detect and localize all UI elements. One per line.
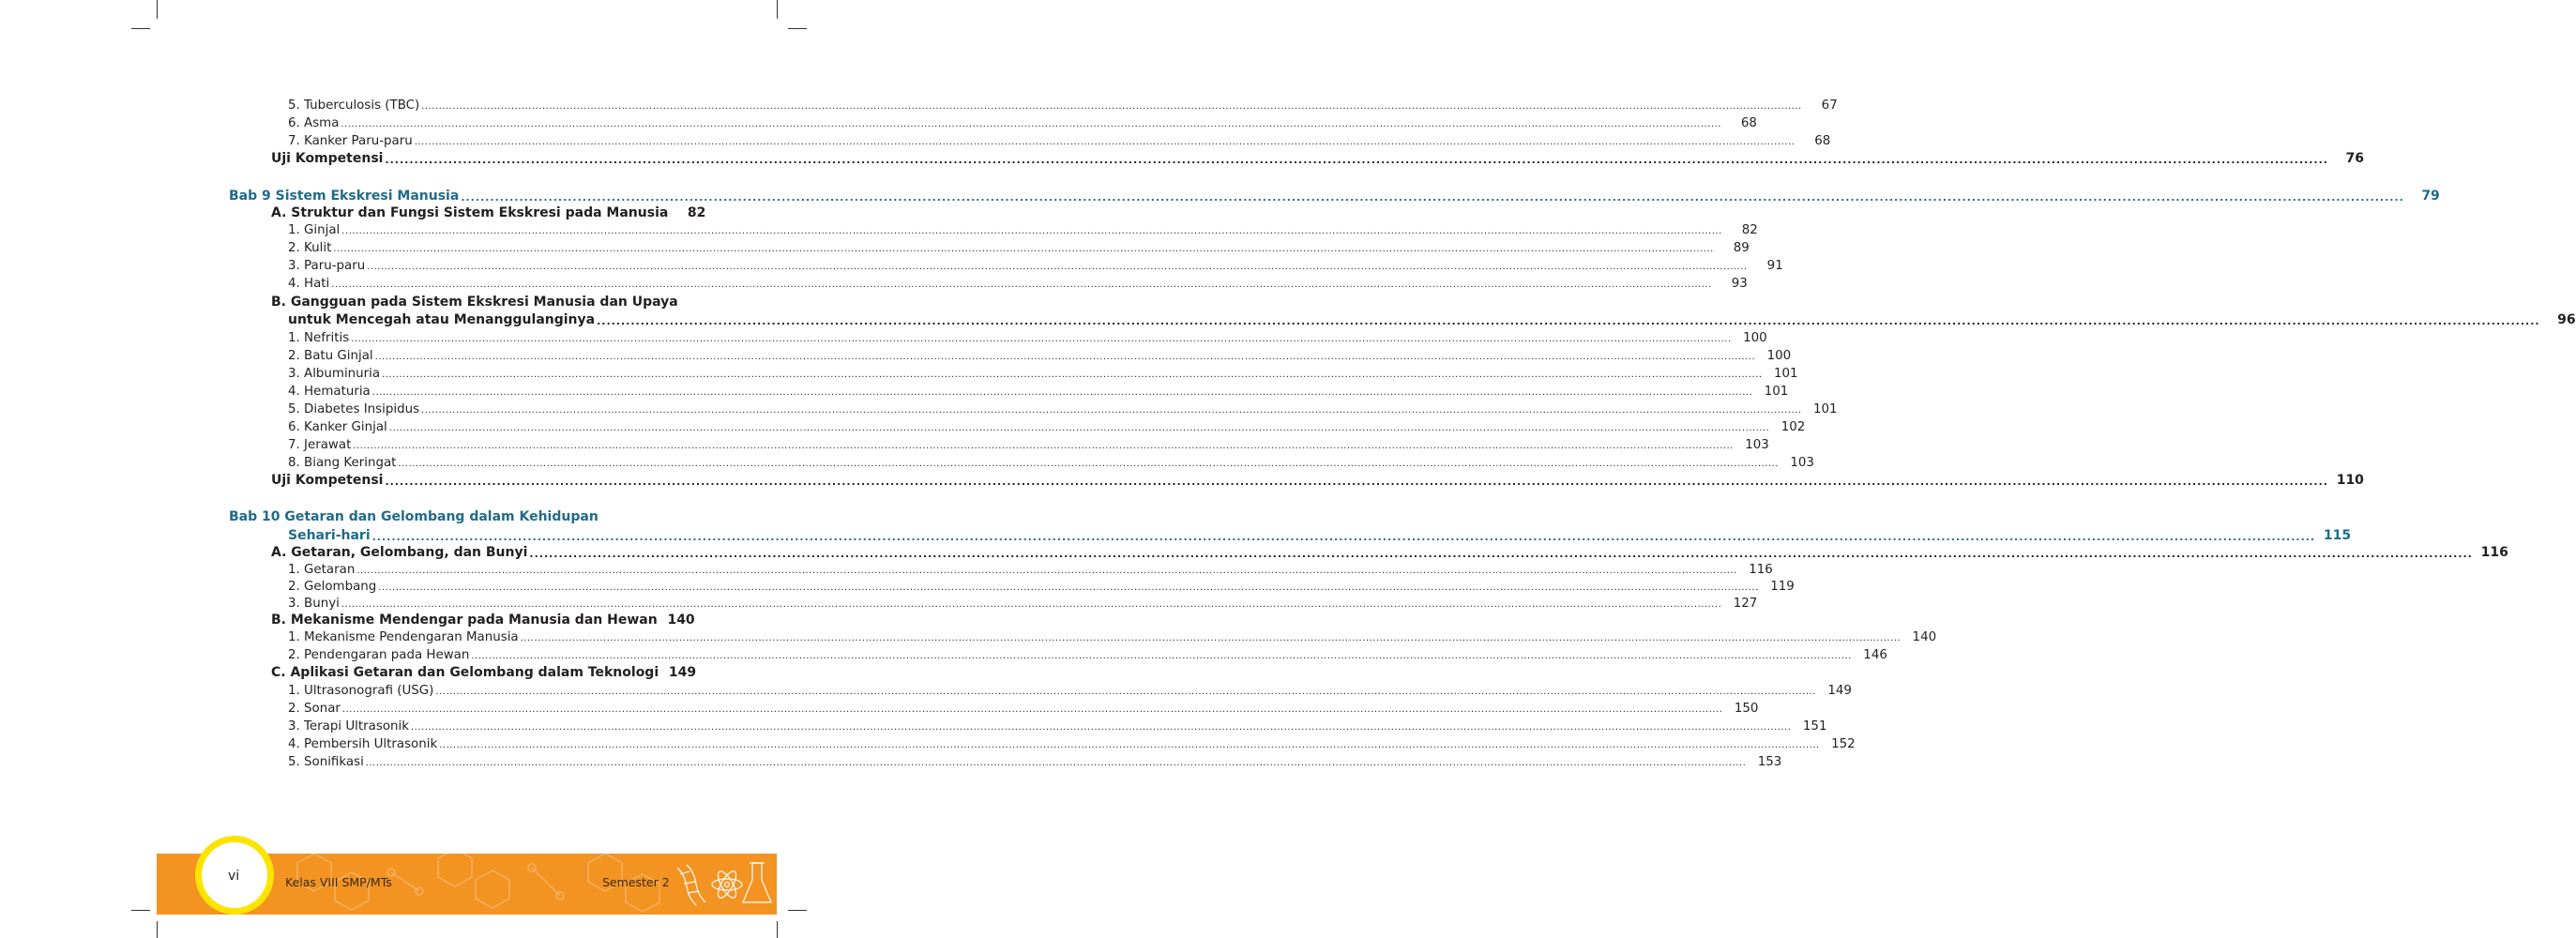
- crop-mark: [788, 910, 807, 911]
- toc-entry-label: Uji Kompetensi: [271, 151, 384, 166]
- toc-entry-page: 100: [1766, 349, 1792, 363]
- toc-entry-page: 150: [1734, 702, 1759, 716]
- toc-entry-page: 103: [1745, 438, 1769, 452]
- toc-leader-dots: ................................................................................................................................................................................................................................................................................................................................................................................................................: [388, 423, 1770, 433]
- toc-entry[interactable]: [288, 736, 1856, 752]
- toc-leader-dots: ................................................................................................................................................................................................................................................................................................................................................................................................................: [341, 226, 1722, 236]
- toc-entry[interactable]: [288, 276, 1748, 292]
- toc-leader-dots: ................................................................................................................................................................................................................................................................................................................................................................................................................: [382, 370, 1763, 380]
- toc-entry[interactable]: [288, 98, 1838, 113]
- toc-leader-dots: ................................................................................................................................................................................................................................................................................................................................................................................................................: [351, 334, 1732, 344]
- toc-entry[interactable]: [288, 419, 1806, 435]
- toc-entry-label: 6. Kanker Ginjal: [288, 420, 387, 434]
- toc-leader-dots: ................................................................................................................................................................................................................................................................................................................................................................................................................: [435, 687, 1816, 697]
- toc-leader-dots: ................................................................................................................................................................................................................................................................................................................................................................................................................: [471, 651, 1852, 661]
- toc-leader-dots: ................................................................................................................................................................................................................................................................................................................................................................................................................: [398, 459, 1779, 469]
- toc-entry[interactable]: [288, 647, 1887, 663]
- toc-entry[interactable]: [271, 151, 2364, 167]
- toc-entry-label: 1. Mekanisme Pendengaran Manusia: [288, 630, 519, 644]
- toc-entry[interactable]: [288, 579, 1795, 595]
- toc-entry-label: 3. Bunyi: [288, 597, 340, 611]
- toc-entry-page: 146: [1863, 648, 1887, 662]
- toc-entry-label: C. Aplikasi Getaran dan Gelombang dalam Teknologi: [271, 665, 659, 680]
- toc-entry-label: 1. Getaran: [288, 563, 356, 577]
- toc-entry-label: 5. Tuberculosis (TBC): [288, 98, 420, 113]
- toc-entry-label: Sehari-hari: [288, 528, 371, 543]
- toc-entry[interactable]: [271, 613, 695, 628]
- toc-entry-label: 2. Sonar: [288, 702, 341, 716]
- toc-entry[interactable]: [288, 701, 1759, 717]
- toc-entry-page: 152: [1831, 737, 1856, 751]
- toc-entry-label: 3. Paru-paru: [288, 259, 366, 273]
- toc-entry[interactable]: [271, 665, 697, 681]
- toc-entry-label: 2. Kulit: [288, 241, 332, 255]
- toc-entry[interactable]: [288, 437, 1769, 453]
- toc-entry[interactable]: [271, 295, 688, 310]
- toc-entry[interactable]: [288, 401, 1838, 417]
- toc-entry-label: 4. Pembersih Ultrasonik: [288, 737, 438, 751]
- toc-entry-label: 1. Ultrasonografi (USG): [288, 684, 434, 698]
- toc-entry-label: 1. Nefritis: [288, 331, 350, 345]
- toc-entry[interactable]: [288, 719, 1827, 734]
- toc-entry-label: untuk Mencegah atau Menanggulanginya: [288, 312, 596, 327]
- toc-entry-label: Uji Kompetensi: [271, 473, 384, 488]
- toc-entry[interactable]: [288, 528, 2352, 544]
- toc-leader-dots: ................................................................................................................................................................................................................................................................................................................................................................................................................: [414, 137, 1796, 147]
- toc-entry-label: 4. Hematuria: [288, 385, 371, 399]
- toc-entry-label: B. Mekanisme Mendengar pada Manusia dan Hewan: [271, 613, 658, 628]
- toc-entry[interactable]: [271, 205, 706, 221]
- toc-entry-label: 3. Albuminuria: [288, 367, 381, 381]
- toc-entry-label: Bab 10 Getaran dan Gelombang dalam Kehidupan: [229, 509, 599, 524]
- toc-entry-page: 149: [668, 665, 697, 680]
- toc-entry-page: 149: [1827, 684, 1852, 698]
- toc-entry-label: A. Struktur dan Fungsi Sistem Ekskresi pada Manusia: [271, 205, 669, 220]
- toc-leader-dots: ................................................................................................................................................................................................................................................................................................................................................................................................................: [520, 633, 1902, 643]
- toc-entry-page: 76: [2345, 151, 2364, 166]
- toc-entry-label: 5. Diabetes Insipidus: [288, 402, 420, 416]
- toc-entry[interactable]: [271, 545, 2508, 561]
- toc-entry-page: 96: [2557, 312, 2576, 327]
- toc-entry-page: 91: [1766, 259, 1783, 273]
- toc-entry[interactable]: [229, 189, 2440, 204]
- toc-entry-page: 116: [1749, 563, 1773, 577]
- toc-entry-label: 6. Asma: [288, 116, 340, 130]
- toc-entry-page: 101: [1812, 402, 1838, 416]
- toc-entry-page: 140: [667, 613, 695, 628]
- toc-entry-label: 2. Pendengaran pada Hewan: [288, 648, 470, 662]
- toc-leader-dots: ................................................................................................................................................................................................................................................................................................................................................................................................................: [461, 191, 2404, 204]
- toc-entry-page: 79: [2421, 189, 2440, 204]
- toc-entry-page: 110: [2336, 473, 2364, 488]
- toc-leader-dots: ................................................................................................................................................................................................................................................................................................................................................................................................................: [341, 119, 1721, 129]
- toc-leader-dots: ................................................................................................................................................................................................................................................................................................................................................................................................................: [365, 758, 1747, 768]
- toc-entry[interactable]: [288, 258, 1783, 274]
- toc-leader-dots: ................................................................................................................................................................................................................................................................................................................................................................................................................: [597, 315, 2540, 327]
- crop-mark: [788, 28, 807, 29]
- toc-leader-dots: ................................................................................................................................................................................................................................................................................................................................................................................................................: [341, 704, 1723, 715]
- toc-entry-page: 153: [1757, 755, 1782, 769]
- toc-leader-dots: ................................................................................................................................................................................................................................................................................................................................................................................................................: [421, 405, 1802, 416]
- toc-leader-dots: ................................................................................................................................................................................................................................................................................................................................................................................................................: [385, 154, 2328, 166]
- toc-entry-page: 115: [2323, 528, 2352, 543]
- toc-entry-page: 82: [687, 205, 706, 220]
- toc-entry[interactable]: [288, 133, 1831, 149]
- toc-entry[interactable]: [271, 473, 2364, 489]
- toc-entry[interactable]: [288, 348, 1792, 364]
- toc-entry-page: 67: [1821, 98, 1838, 113]
- toc-entry[interactable]: [229, 509, 688, 525]
- toc-entry-page: 151: [1802, 719, 1827, 734]
- toc-entry-label: B. Gangguan pada Sistem Ekskresi Manusia dan Upaya: [271, 295, 678, 310]
- toc-leader-dots: ................................................................................................................................................................................................................................................................................................................................................................................................................: [410, 722, 1792, 733]
- toc-leader-dots: ................................................................................................................................................................................................................................................................................................................................................................................................................: [371, 387, 1753, 398]
- toc-leader-dots: ................................................................................................................................................................................................................................................................................................................................................................................................................: [529, 548, 2473, 560]
- toc-leader-dots: ................................................................................................................................................................................................................................................................................................................................................................................................................: [421, 101, 1802, 112]
- toc-entry[interactable]: [288, 115, 1757, 131]
- toc-entry-label: 7. Jerawat: [288, 438, 352, 452]
- toc-entry-page: 116: [2480, 545, 2508, 560]
- toc-entry[interactable]: [288, 455, 1814, 471]
- toc-entry[interactable]: [288, 312, 2576, 328]
- toc-leader-dots: ................................................................................................................................................................................................................................................................................................................................................................................................................: [367, 262, 1748, 272]
- toc-entry-page: 68: [1814, 134, 1831, 148]
- class-label: Kelas VIII SMP/MTs: [285, 875, 392, 889]
- toc-entry-page: 101: [1774, 367, 1798, 381]
- toc-entry-label: 2. Batu Ginjal: [288, 349, 373, 363]
- toc-entry-page: 101: [1764, 385, 1789, 399]
- toc-entry[interactable]: [288, 683, 1852, 699]
- toc-leader-dots: ................................................................................................................................................................................................................................................................................................................................................................................................................: [385, 476, 2328, 488]
- toc-leader-dots: ................................................................................................................................................................................................................................................................................................................................................................................................................: [374, 352, 1756, 362]
- crop-mark: [157, 0, 158, 19]
- toc-entry-page: 93: [1731, 277, 1748, 291]
- crop-mark: [777, 0, 778, 19]
- toc-entry-label: Bab 9 Sistem Ekskresi Manusia: [229, 189, 460, 204]
- toc-entry[interactable]: [288, 754, 1782, 770]
- toc-entry[interactable]: [288, 366, 1798, 382]
- toc-entry-label: 1. Ginjal: [288, 223, 341, 237]
- toc-leader-dots: ................................................................................................................................................................................................................................................................................................................................................................................................................: [371, 531, 2316, 543]
- toc-entry-label: 3. Terapi Ultrasonik: [288, 719, 409, 734]
- toc-entry[interactable]: [288, 629, 1937, 645]
- toc-entry-page: 119: [1770, 580, 1795, 594]
- toc-entry[interactable]: [288, 562, 1773, 578]
- toc-leader-dots: ................................................................................................................................................................................................................................................................................................................................................................................................................: [353, 441, 1734, 451]
- crop-mark: [777, 921, 778, 938]
- toc-entry-label: 4. Hati: [288, 277, 330, 291]
- crop-mark: [131, 910, 150, 911]
- toc-leader-dots: ................................................................................................................................................................................................................................................................................................................................................................................................................: [378, 582, 1759, 593]
- crop-mark: [131, 28, 150, 29]
- toc-entry[interactable]: [288, 384, 1789, 400]
- toc-entry[interactable]: [288, 330, 1767, 346]
- toc-entry-page: 103: [1790, 456, 1814, 470]
- toc-entry-page: 100: [1743, 331, 1767, 345]
- toc-entry-label: 5. Sonifikasi: [288, 755, 364, 769]
- toc-entry-page: 68: [1740, 116, 1757, 130]
- toc-leader-dots: ................................................................................................................................................................................................................................................................................................................................................................................................................: [341, 599, 1722, 610]
- semester-label: Semester 2: [602, 875, 670, 889]
- page-number: vi: [228, 869, 240, 884]
- toc-entry[interactable]: [288, 240, 1750, 256]
- toc-entry-page: 89: [1733, 241, 1750, 255]
- toc-leader-dots: ................................................................................................................................................................................................................................................................................................................................................................................................................: [356, 566, 1737, 576]
- toc-entry-page: 82: [1741, 223, 1758, 237]
- toc-leader-dots: ................................................................................................................................................................................................................................................................................................................................................................................................................: [331, 280, 1712, 290]
- toc-entry-page: 127: [1733, 597, 1758, 611]
- toc-entry-label: 8. Biang Keringat: [288, 456, 397, 470]
- toc-entry[interactable]: [288, 222, 1758, 238]
- toc-entry-page: 102: [1780, 420, 1806, 434]
- crop-mark: [157, 921, 158, 938]
- toc-entry[interactable]: [288, 596, 1758, 612]
- toc-entry-label: 7. Kanker Paru-paru: [288, 134, 413, 148]
- toc-entry-label: 2. Gelombang: [288, 580, 377, 594]
- toc-leader-dots: ................................................................................................................................................................................................................................................................................................................................................................................................................: [439, 740, 1820, 750]
- toc-entry-page: 140: [1912, 630, 1937, 644]
- toc-entry-label: A. Getaran, Gelombang, dan Bunyi: [271, 545, 528, 560]
- toc-leader-dots: ................................................................................................................................................................................................................................................................................................................................................................................................................: [333, 244, 1714, 254]
